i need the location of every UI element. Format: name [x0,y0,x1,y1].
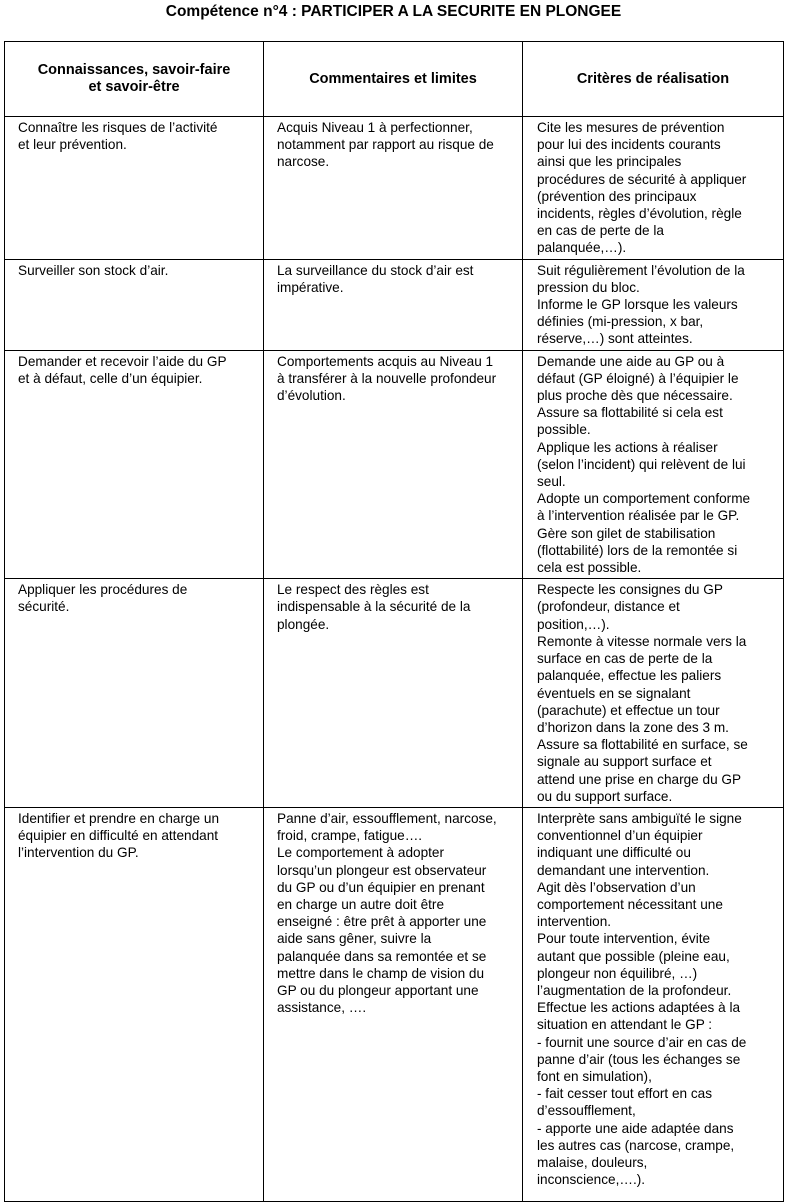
cell-criteria [523,350,784,579]
cell-criteria-line: réserve,…) sont atteintes. [537,331,693,347]
cell-criteria-line: éventuels en se signalant [537,685,691,701]
cell-criteria-line: - apporte une aide adaptée dans [537,1120,734,1136]
cell-criteria-line: Adopte un comportement conforme [537,491,751,507]
cell-criteria [523,579,784,808]
table-row [5,259,784,350]
cell-criteria-line: les autres cas (narcose, crampe, [537,1137,735,1153]
cell-criteria-line: cela est possible. [537,560,642,576]
cell-criteria-line: (prévention des principaux [537,188,697,204]
cell-comments-line: aide sans gêner, suivre la [277,931,432,947]
cell-criteria-line: malaise, douleurs, [537,1154,648,1170]
cell-criteria-line: ainsi que les principales [537,154,682,170]
cell-comments-line: Acquis Niveau 1 à perfectionner, [277,120,473,135]
cell-comments-line: en charge un autre doit être [277,896,445,912]
cell-comments [264,350,523,579]
cell-criteria-line: (selon l’incident) qui relèvent de lui [537,456,746,472]
cell-comments-line: impérative. [277,279,344,295]
cell-comments-line: à transférer à la nouvelle profondeur [277,370,497,386]
cell-criteria-line: procédures de sécurité à appliquer [537,171,747,187]
cell-knowledge [5,259,264,350]
table-row [5,579,784,808]
cell-criteria-line: ou du support surface. [537,788,673,804]
cell-criteria-line: palanquée, effectue les paliers [537,668,722,684]
cell-criteria-line: position,…). [537,616,610,632]
cell-comments-line: Comportements acquis au Niveau 1 [277,353,494,369]
cell-comments-line: enseigné : être prêt à apporter une [277,914,487,930]
cell-criteria-line: autant que possible (pleine eau, [537,948,730,964]
table-row [5,807,784,1201]
cell-criteria-line: plongeur non équilibré, …) [537,965,698,981]
cell-criteria-line: plus proche dès que nécessaire. [537,388,733,404]
cell-criteria-line: Assure sa flottabilité si cela est [537,405,723,421]
cell-criteria-line: Cite les mesures de prévention [537,120,725,135]
cell-comments [264,259,523,350]
cell-knowledge [5,117,264,260]
cell-comments-line: plongée. [277,616,330,632]
cell-criteria-line: possible. [537,422,591,438]
cell-criteria-line: Suit régulièrement l’évolution de la [537,262,745,278]
cell-criteria-line: - fait cesser tout effort en cas [537,1086,713,1102]
header-comments [264,42,523,117]
cell-comments-line: palanquée dans sa remontée et se [277,948,487,964]
cell-criteria-line: panne d’air (tous les échanges se [537,1051,741,1067]
header-knowledge [5,42,264,117]
cell-criteria-line: demandant une intervention. [537,862,710,878]
cell-knowledge [5,579,264,808]
cell-criteria-line: Effectue les actions adaptées à la [537,1000,741,1016]
cell-criteria-line: à l’intervention réalisée par le GP. [537,508,740,524]
cell-criteria-line: attend une prise en charge du GP [537,771,742,787]
cell-comments [264,117,523,260]
cell-comments-line: notamment par rapport au risque de [277,137,494,153]
header-knowledge-line: et savoir-être [88,79,180,95]
cell-criteria [523,807,784,1201]
cell-comments-line: lorsqu’un plongeur est observateur [277,862,487,878]
cell-criteria-line: situation en attendant le GP : [537,1017,713,1033]
cell-knowledge-line: sécurité. [18,599,70,615]
cell-knowledge-line: Demander et recevoir l’aide du GP [18,353,227,369]
cell-criteria-line: indiquant une difficulté ou [537,845,691,861]
cell-comments-line: Le comportement à adopter [277,845,445,861]
cell-criteria-line: l’augmentation de la profondeur. [537,982,732,998]
cell-comments-line: froid, crampe, fatigue…. [277,828,423,844]
cell-criteria-line: définies (mi-pression, x bar, [537,314,704,330]
header-criteria-line: Critères de réalisation [576,70,730,87]
cell-knowledge-line: et à défaut, celle d’un équipier. [18,370,203,386]
cell-knowledge-line: et leur prévention. [18,137,127,153]
cell-criteria-line: Agit dès l’observation d’un [537,879,696,895]
cell-comments [264,807,523,1201]
cell-comments-line: du GP ou d’un équipier en prenant [277,879,485,895]
header-criteria [523,42,784,117]
cell-criteria-line: Respecte les consignes du GP [537,582,723,598]
cell-criteria-line: signale au support surface et [537,754,712,770]
cell-criteria [523,259,784,350]
cell-knowledge-line: l’intervention du GP. [18,845,139,861]
cell-comments [264,579,523,808]
cell-criteria-line: Informe le GP lorsque les valeurs [537,297,738,313]
cell-criteria-line: (flottabilité) lors de la remontée si [537,542,738,558]
cell-criteria-line: comportement nécessitant une [537,896,723,912]
cell-criteria-line: font en simulation), [537,1068,652,1084]
cell-knowledge-line: Surveiller son stock d’air. [18,262,169,278]
cell-comments-line: indispensable à la sécurité de la [277,599,471,615]
cell-criteria-line: défaut (GP éloigné) à l’équipier le [537,370,739,386]
cell-comments-line: d’évolution. [277,388,346,404]
page-title: Compétence n°4 : PARTICIPER A LA SECURITE EN PLONGEE [165,3,622,20]
cell-comments-line: La surveillance du stock d’air est [277,262,474,278]
cell-criteria-line: pression du bloc. [537,279,640,295]
cell-criteria-line: en cas de perte de la [537,223,664,239]
cell-knowledge-line: équipier en difficulté en attendant [18,828,219,844]
cell-comments-line: Panne d’air, essoufflement, narcose, [277,810,497,826]
cell-criteria-line: palanquée,…). [537,240,627,256]
header-knowledge-line: Connaissances, savoir-faire [37,62,231,78]
cell-knowledge [5,350,264,579]
cell-comments-line: GP ou du plongeur apportant une [277,982,479,998]
cell-criteria-line: Gère son gilet de stabilisation [537,525,716,541]
cell-criteria-line: Applique les actions à réaliser [537,439,718,455]
cell-criteria-line: seul. [537,474,566,490]
table-row [5,117,784,260]
cell-criteria-line: Assure sa flottabilité en surface, se [537,737,748,753]
cell-criteria-line: (parachute) et effectue un tour [537,702,720,718]
cell-comments-line: mettre dans le champ de vision du [277,965,485,981]
cell-knowledge-line: Connaître les risques de l’activité [18,120,218,135]
cell-criteria-line: Demande une aide au GP ou à [537,353,725,369]
cell-knowledge [5,807,264,1201]
cell-criteria-line: Pour toute intervention, évite [537,931,711,947]
cell-criteria-line: surface en cas de perte de la [537,651,713,667]
cell-comments-line: Le respect des règles est [277,582,429,598]
cell-criteria-line: pour lui des incidents courants [537,137,721,153]
cell-knowledge-line: Appliquer les procédures de [18,582,188,598]
cell-criteria-line: (profondeur, distance et [537,599,680,615]
cell-criteria-line: d’horizon dans la zone des 3 m. [537,719,729,735]
competence-table [4,41,784,1202]
cell-comments-line: assistance, …. [277,1000,367,1016]
cell-criteria-line: incidents, règles d’évolution, règle [537,206,742,222]
cell-criteria-line: intervention. [537,914,612,930]
cell-comments-line: narcose. [277,154,330,170]
cell-criteria-line: Interprète sans ambiguïté le signe [537,810,742,826]
header-row [5,42,784,117]
cell-criteria-line: - fournit une source d’air en cas de [537,1034,747,1050]
cell-criteria-line: Remonte à vitesse normale vers la [537,633,747,649]
cell-criteria-line: d’essoufflement, [537,1103,636,1119]
cell-criteria-line: conventionnel d’un équipier [537,828,703,844]
cell-criteria-line: inconscience,….). [537,1172,646,1188]
table-row [5,350,784,579]
header-comments-line: Commentaires et limites [309,70,477,87]
cell-criteria [523,117,784,260]
cell-knowledge-line: Identifier et prendre en charge un [18,810,220,826]
